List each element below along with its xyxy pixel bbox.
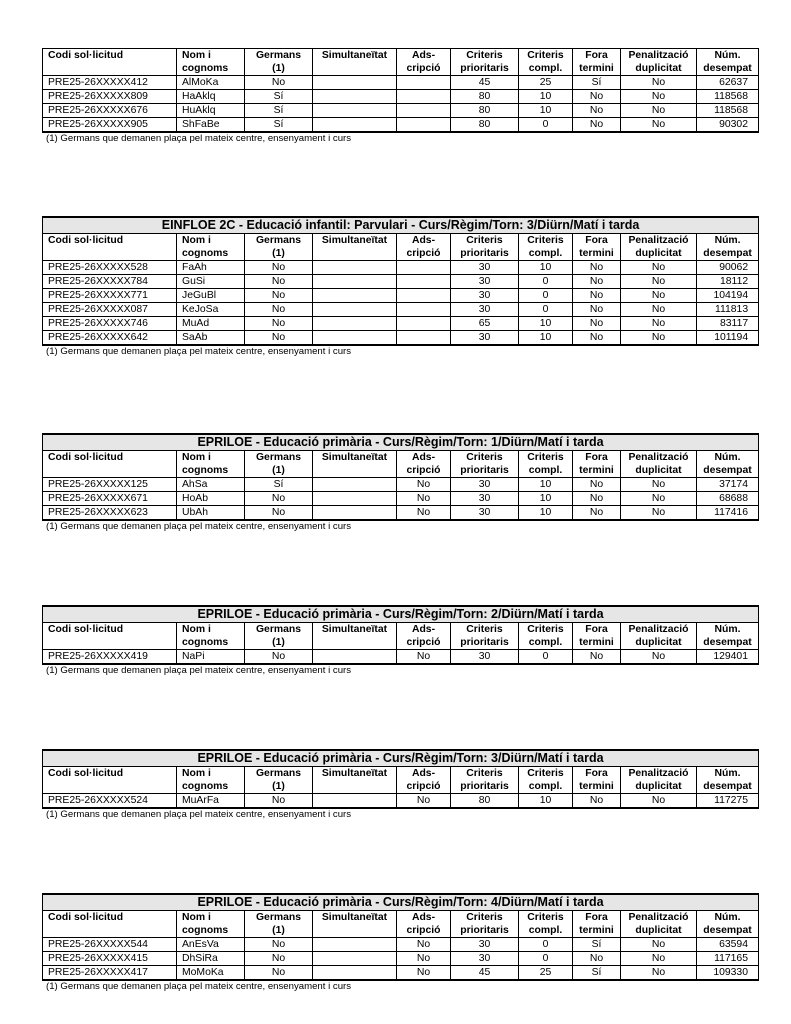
col-header-desempat: Núm. desempat — [697, 911, 759, 938]
cell-desempat: 104194 — [697, 289, 759, 303]
col-header-codi: Codi sol·licitud — [43, 451, 177, 478]
cell-fora: No — [573, 506, 621, 521]
applications-table — [42, 893, 759, 981]
col-header-prioritaris: Criteris prioritaris — [451, 911, 519, 938]
cell-codi: PRE25-26XXXXX415 — [43, 952, 177, 966]
cell-penalitzacio: No — [621, 76, 697, 90]
col-header-simultaneitat: Simultaneïtat — [313, 623, 397, 650]
cell-nom: ShFaBe — [177, 118, 245, 133]
cell-simultaneitat — [313, 952, 397, 966]
table-row — [43, 261, 759, 275]
cell-simultaneitat — [313, 289, 397, 303]
cell-adscripcio — [397, 289, 451, 303]
cell-germans: No — [245, 303, 313, 317]
cell-penalitzacio: No — [621, 650, 697, 665]
col-header-adscripcio: Ads- cripció — [397, 911, 451, 938]
col-header-compl: Criteris compl. — [519, 451, 573, 478]
cell-germans: No — [245, 506, 313, 521]
cell-desempat: 62637 — [697, 76, 759, 90]
col-header-nom: Nom i cognoms — [177, 234, 245, 261]
cell-adscripcio — [397, 261, 451, 275]
section-block — [42, 216, 758, 358]
cell-prioritaris: 80 — [451, 118, 519, 133]
section-title: EPRILOE - Educació primària - Curs/Règim/Torn: 1/Diürn/Matí i tarda — [43, 434, 759, 451]
cell-simultaneitat — [313, 794, 397, 809]
cell-prioritaris: 30 — [451, 275, 519, 289]
cell-adscripcio: No — [397, 478, 451, 492]
cell-germans: Sí — [245, 118, 313, 133]
section-title-row — [43, 434, 759, 451]
cell-desempat: 117165 — [697, 952, 759, 966]
header-row — [43, 49, 759, 76]
col-header-compl: Criteris compl. — [519, 767, 573, 794]
cell-desempat: 90062 — [697, 261, 759, 275]
section-title: EPRILOE - Educació primària - Curs/Règim/Torn: 4/Diürn/Matí i tarda — [43, 894, 759, 911]
table-body — [43, 478, 759, 521]
table-row — [43, 90, 759, 104]
col-header-simultaneitat: Simultaneïtat — [313, 451, 397, 478]
cell-germans: Sí — [245, 90, 313, 104]
col-header-nom: Nom i cognoms — [177, 451, 245, 478]
cell-adscripcio — [397, 118, 451, 133]
cell-simultaneitat — [313, 317, 397, 331]
cell-germans: No — [245, 952, 313, 966]
col-header-penalitzacio: Penalització duplicitat — [621, 49, 697, 76]
col-header-adscripcio: Ads- cripció — [397, 767, 451, 794]
cell-prioritaris: 45 — [451, 76, 519, 90]
cell-germans: No — [245, 966, 313, 981]
table-row — [43, 275, 759, 289]
cell-compl: 10 — [519, 506, 573, 521]
applications-table — [42, 605, 759, 665]
cell-fora: No — [573, 331, 621, 346]
cell-compl: 10 — [519, 492, 573, 506]
cell-codi: PRE25-26XXXXX642 — [43, 331, 177, 346]
footnote: (1) Germans que demanen plaça pel mateix centre, ensenyament i curs — [46, 521, 352, 532]
col-header-prioritaris: Criteris prioritaris — [451, 623, 519, 650]
col-header-simultaneitat: Simultaneïtat — [313, 234, 397, 261]
cell-prioritaris: 30 — [451, 303, 519, 317]
cell-fora: Sí — [573, 938, 621, 952]
cell-nom: FaAh — [177, 261, 245, 275]
col-header-germans: Germans (1) — [245, 623, 313, 650]
cell-prioritaris: 30 — [451, 650, 519, 665]
col-header-penalitzacio: Penalització duplicitat — [621, 234, 697, 261]
col-header-germans: Germans (1) — [245, 49, 313, 76]
cell-fora: No — [573, 275, 621, 289]
cell-simultaneitat — [313, 104, 397, 118]
cell-germans: No — [245, 492, 313, 506]
section-block — [42, 605, 758, 677]
cell-nom: DhSiRa — [177, 952, 245, 966]
cell-fora: No — [573, 478, 621, 492]
table-body — [43, 938, 759, 981]
col-header-fora: Fora termini — [573, 451, 621, 478]
cell-nom: HaAklq — [177, 90, 245, 104]
cell-fora: Sí — [573, 76, 621, 90]
table-body — [43, 261, 759, 346]
cell-codi: PRE25-26XXXXX676 — [43, 104, 177, 118]
cell-adscripcio: No — [397, 938, 451, 952]
cell-prioritaris: 30 — [451, 506, 519, 521]
cell-penalitzacio: No — [621, 118, 697, 133]
cell-penalitzacio: No — [621, 104, 697, 118]
cell-desempat: 90302 — [697, 118, 759, 133]
cell-simultaneitat — [313, 506, 397, 521]
table-row — [43, 506, 759, 521]
col-header-adscripcio: Ads- cripció — [397, 623, 451, 650]
section-title-row — [43, 606, 759, 623]
cell-fora: No — [573, 303, 621, 317]
col-header-germans: Germans (1) — [245, 234, 313, 261]
cell-prioritaris: 30 — [451, 261, 519, 275]
cell-penalitzacio: No — [621, 317, 697, 331]
footnote: (1) Germans que demanen plaça pel mateix centre, ensenyament i curs — [46, 133, 352, 144]
section-block — [42, 48, 758, 145]
table-row — [43, 331, 759, 346]
col-header-simultaneitat: Simultaneïtat — [313, 767, 397, 794]
cell-codi: PRE25-26XXXXX746 — [43, 317, 177, 331]
cell-simultaneitat — [313, 261, 397, 275]
cell-germans: No — [245, 938, 313, 952]
table-row — [43, 938, 759, 952]
section-title-row — [43, 217, 759, 234]
cell-desempat: 129401 — [697, 650, 759, 665]
cell-desempat: 118568 — [697, 104, 759, 118]
header-row — [43, 767, 759, 794]
col-header-simultaneitat: Simultaneïtat — [313, 911, 397, 938]
col-header-nom: Nom i cognoms — [177, 911, 245, 938]
col-header-penalitzacio: Penalització duplicitat — [621, 451, 697, 478]
applications-table — [42, 749, 759, 809]
table-row — [43, 76, 759, 90]
col-header-fora: Fora termini — [573, 234, 621, 261]
cell-compl: 10 — [519, 478, 573, 492]
cell-simultaneitat — [313, 331, 397, 346]
cell-nom: AhSa — [177, 478, 245, 492]
table-row — [43, 303, 759, 317]
cell-penalitzacio: No — [621, 478, 697, 492]
cell-fora: No — [573, 104, 621, 118]
cell-desempat: 83117 — [697, 317, 759, 331]
cell-desempat: 37174 — [697, 478, 759, 492]
col-header-fora: Fora termini — [573, 767, 621, 794]
cell-simultaneitat — [313, 76, 397, 90]
footnote: (1) Germans que demanen plaça pel mateix centre, ensenyament i curs — [46, 346, 352, 357]
cell-nom: NaPi — [177, 650, 245, 665]
cell-adscripcio: No — [397, 506, 451, 521]
cell-simultaneitat — [313, 478, 397, 492]
cell-simultaneitat — [313, 492, 397, 506]
cell-penalitzacio: No — [621, 90, 697, 104]
col-header-nom: Nom i cognoms — [177, 623, 245, 650]
col-header-codi: Codi sol·licitud — [43, 767, 177, 794]
col-header-penalitzacio: Penalització duplicitat — [621, 911, 697, 938]
header-row — [43, 451, 759, 478]
cell-nom: SaAb — [177, 331, 245, 346]
cell-adscripcio: No — [397, 492, 451, 506]
col-header-desempat: Núm. desempat — [697, 451, 759, 478]
cell-adscripcio — [397, 331, 451, 346]
cell-desempat: 101194 — [697, 331, 759, 346]
cell-compl: 0 — [519, 118, 573, 133]
col-header-adscripcio: Ads- cripció — [397, 451, 451, 478]
cell-compl: 0 — [519, 952, 573, 966]
cell-penalitzacio: No — [621, 952, 697, 966]
cell-codi: PRE25-26XXXXX412 — [43, 76, 177, 90]
table-row — [43, 118, 759, 133]
col-header-compl: Criteris compl. — [519, 623, 573, 650]
cell-penalitzacio: No — [621, 966, 697, 981]
cell-desempat: 118568 — [697, 90, 759, 104]
table-row — [43, 289, 759, 303]
cell-compl: 10 — [519, 104, 573, 118]
cell-nom: MuArFa — [177, 794, 245, 809]
cell-desempat: 18112 — [697, 275, 759, 289]
footnote: (1) Germans que demanen plaça pel mateix centre, ensenyament i curs — [46, 809, 352, 820]
cell-nom: UbAh — [177, 506, 245, 521]
cell-germans: Sí — [245, 104, 313, 118]
cell-simultaneitat — [313, 938, 397, 952]
table-body — [43, 650, 759, 665]
col-header-codi: Codi sol·licitud — [43, 234, 177, 261]
cell-fora: Sí — [573, 966, 621, 981]
cell-codi: PRE25-26XXXXX623 — [43, 506, 177, 521]
cell-compl: 10 — [519, 794, 573, 809]
cell-compl: 10 — [519, 331, 573, 346]
cell-desempat: 63594 — [697, 938, 759, 952]
cell-germans: No — [245, 76, 313, 90]
section-title: EPRILOE - Educació primària - Curs/Règim/Torn: 2/Diürn/Matí i tarda — [43, 606, 759, 623]
table-row — [43, 492, 759, 506]
cell-prioritaris: 30 — [451, 492, 519, 506]
col-header-codi: Codi sol·licitud — [43, 911, 177, 938]
cell-germans: Sí — [245, 478, 313, 492]
cell-germans: No — [245, 331, 313, 346]
col-header-compl: Criteris compl. — [519, 911, 573, 938]
cell-compl: 25 — [519, 966, 573, 981]
cell-codi: PRE25-26XXXXX671 — [43, 492, 177, 506]
col-header-desempat: Núm. desempat — [697, 623, 759, 650]
cell-codi: PRE25-26XXXXX087 — [43, 303, 177, 317]
header-row — [43, 911, 759, 938]
footnote: (1) Germans que demanen plaça pel mateix centre, ensenyament i curs — [46, 665, 352, 676]
cell-fora: No — [573, 794, 621, 809]
cell-fora: No — [573, 289, 621, 303]
cell-nom: MuAd — [177, 317, 245, 331]
cell-nom: HuAklq — [177, 104, 245, 118]
col-header-simultaneitat: Simultaneïtat — [313, 49, 397, 76]
cell-penalitzacio: No — [621, 275, 697, 289]
cell-nom: AnEsVa — [177, 938, 245, 952]
col-header-penalitzacio: Penalització duplicitat — [621, 623, 697, 650]
cell-adscripcio: No — [397, 966, 451, 981]
section-title: EPRILOE - Educació primària - Curs/Règim/Torn: 3/Diürn/Matí i tarda — [43, 750, 759, 767]
applications-table — [42, 48, 759, 133]
cell-germans: No — [245, 261, 313, 275]
cell-nom: JeGuBl — [177, 289, 245, 303]
cell-prioritaris: 45 — [451, 966, 519, 981]
cell-adscripcio — [397, 275, 451, 289]
cell-nom: HoAb — [177, 492, 245, 506]
col-header-fora: Fora termini — [573, 623, 621, 650]
cell-nom: GuSi — [177, 275, 245, 289]
col-header-adscripcio: Ads- cripció — [397, 234, 451, 261]
cell-fora: No — [573, 650, 621, 665]
col-header-adscripcio: Ads- cripció — [397, 49, 451, 76]
col-header-compl: Criteris compl. — [519, 234, 573, 261]
cell-codi: PRE25-26XXXXX417 — [43, 966, 177, 981]
cell-adscripcio — [397, 76, 451, 90]
applications-table — [42, 433, 759, 521]
cell-simultaneitat — [313, 90, 397, 104]
cell-fora: No — [573, 90, 621, 104]
cell-compl: 10 — [519, 90, 573, 104]
cell-adscripcio — [397, 303, 451, 317]
col-header-prioritaris: Criteris prioritaris — [451, 767, 519, 794]
col-header-fora: Fora termini — [573, 49, 621, 76]
applications-table — [42, 216, 759, 346]
cell-simultaneitat — [313, 303, 397, 317]
cell-prioritaris: 30 — [451, 331, 519, 346]
cell-compl: 0 — [519, 303, 573, 317]
cell-penalitzacio: No — [621, 938, 697, 952]
cell-codi: PRE25-26XXXXX809 — [43, 90, 177, 104]
cell-penalitzacio: No — [621, 303, 697, 317]
cell-simultaneitat — [313, 118, 397, 133]
cell-prioritaris: 80 — [451, 104, 519, 118]
cell-germans: No — [245, 289, 313, 303]
section-title: EINFLOE 2C - Educació infantil: Parvulari - Curs/Règim/Torn: 3/Diürn/Matí i tarda — [43, 217, 759, 234]
col-header-desempat: Núm. desempat — [697, 49, 759, 76]
cell-compl: 0 — [519, 275, 573, 289]
cell-simultaneitat — [313, 650, 397, 665]
cell-fora: No — [573, 261, 621, 275]
cell-penalitzacio: No — [621, 492, 697, 506]
section-title-row — [43, 894, 759, 911]
col-header-penalitzacio: Penalització duplicitat — [621, 767, 697, 794]
cell-fora: No — [573, 952, 621, 966]
table-row — [43, 650, 759, 665]
cell-desempat: 117416 — [697, 506, 759, 521]
cell-desempat: 68688 — [697, 492, 759, 506]
col-header-germans: Germans (1) — [245, 767, 313, 794]
col-header-germans: Germans (1) — [245, 451, 313, 478]
cell-codi: PRE25-26XXXXX125 — [43, 478, 177, 492]
col-header-nom: Nom i cognoms — [177, 49, 245, 76]
cell-fora: No — [573, 118, 621, 133]
cell-codi: PRE25-26XXXXX524 — [43, 794, 177, 809]
header-row — [43, 623, 759, 650]
cell-simultaneitat — [313, 966, 397, 981]
cell-prioritaris: 80 — [451, 794, 519, 809]
col-header-desempat: Núm. desempat — [697, 767, 759, 794]
col-header-prioritaris: Criteris prioritaris — [451, 49, 519, 76]
cell-compl: 25 — [519, 76, 573, 90]
cell-prioritaris: 30 — [451, 938, 519, 952]
cell-compl: 10 — [519, 317, 573, 331]
table-row — [43, 794, 759, 809]
cell-adscripcio — [397, 104, 451, 118]
cell-penalitzacio: No — [621, 506, 697, 521]
cell-prioritaris: 80 — [451, 90, 519, 104]
cell-adscripcio: No — [397, 952, 451, 966]
cell-penalitzacio: No — [621, 331, 697, 346]
col-header-prioritaris: Criteris prioritaris — [451, 234, 519, 261]
cell-desempat: 117275 — [697, 794, 759, 809]
cell-simultaneitat — [313, 275, 397, 289]
cell-adscripcio: No — [397, 794, 451, 809]
cell-penalitzacio: No — [621, 794, 697, 809]
section-block — [42, 749, 758, 821]
cell-nom: MoMoKa — [177, 966, 245, 981]
col-header-codi: Codi sol·licitud — [43, 623, 177, 650]
cell-codi: PRE25-26XXXXX905 — [43, 118, 177, 133]
col-header-nom: Nom i cognoms — [177, 767, 245, 794]
col-header-prioritaris: Criteris prioritaris — [451, 451, 519, 478]
cell-prioritaris: 30 — [451, 478, 519, 492]
table-row — [43, 478, 759, 492]
section-block — [42, 433, 758, 533]
col-header-codi: Codi sol·licitud — [43, 49, 177, 76]
section-title-row — [43, 750, 759, 767]
cell-germans: No — [245, 794, 313, 809]
cell-germans: No — [245, 275, 313, 289]
footnote: (1) Germans que demanen plaça pel mateix centre, ensenyament i curs — [46, 981, 352, 992]
cell-codi: PRE25-26XXXXX771 — [43, 289, 177, 303]
col-header-desempat: Núm. desempat — [697, 234, 759, 261]
cell-codi: PRE25-26XXXXX528 — [43, 261, 177, 275]
cell-compl: 0 — [519, 938, 573, 952]
cell-codi: PRE25-26XXXXX419 — [43, 650, 177, 665]
table-row — [43, 317, 759, 331]
header-row — [43, 234, 759, 261]
cell-compl: 0 — [519, 650, 573, 665]
cell-codi: PRE25-26XXXXX544 — [43, 938, 177, 952]
cell-nom: KeJoSa — [177, 303, 245, 317]
cell-compl: 10 — [519, 261, 573, 275]
cell-germans: No — [245, 317, 313, 331]
cell-desempat: 109330 — [697, 966, 759, 981]
col-header-fora: Fora termini — [573, 911, 621, 938]
cell-prioritaris: 65 — [451, 317, 519, 331]
col-header-compl: Criteris compl. — [519, 49, 573, 76]
cell-desempat: 111813 — [697, 303, 759, 317]
cell-compl: 0 — [519, 289, 573, 303]
cell-adscripcio: No — [397, 650, 451, 665]
table-row — [43, 104, 759, 118]
cell-adscripcio — [397, 90, 451, 104]
cell-nom: AlMoKa — [177, 76, 245, 90]
table-row — [43, 952, 759, 966]
cell-fora: No — [573, 317, 621, 331]
cell-prioritaris: 30 — [451, 952, 519, 966]
cell-fora: No — [573, 492, 621, 506]
col-header-germans: Germans (1) — [245, 911, 313, 938]
table-row — [43, 966, 759, 981]
cell-adscripcio — [397, 317, 451, 331]
table-body — [43, 76, 759, 133]
cell-penalitzacio: No — [621, 289, 697, 303]
cell-penalitzacio: No — [621, 261, 697, 275]
cell-codi: PRE25-26XXXXX784 — [43, 275, 177, 289]
table-body — [43, 794, 759, 809]
cell-prioritaris: 30 — [451, 289, 519, 303]
cell-germans: No — [245, 650, 313, 665]
section-block — [42, 893, 758, 993]
